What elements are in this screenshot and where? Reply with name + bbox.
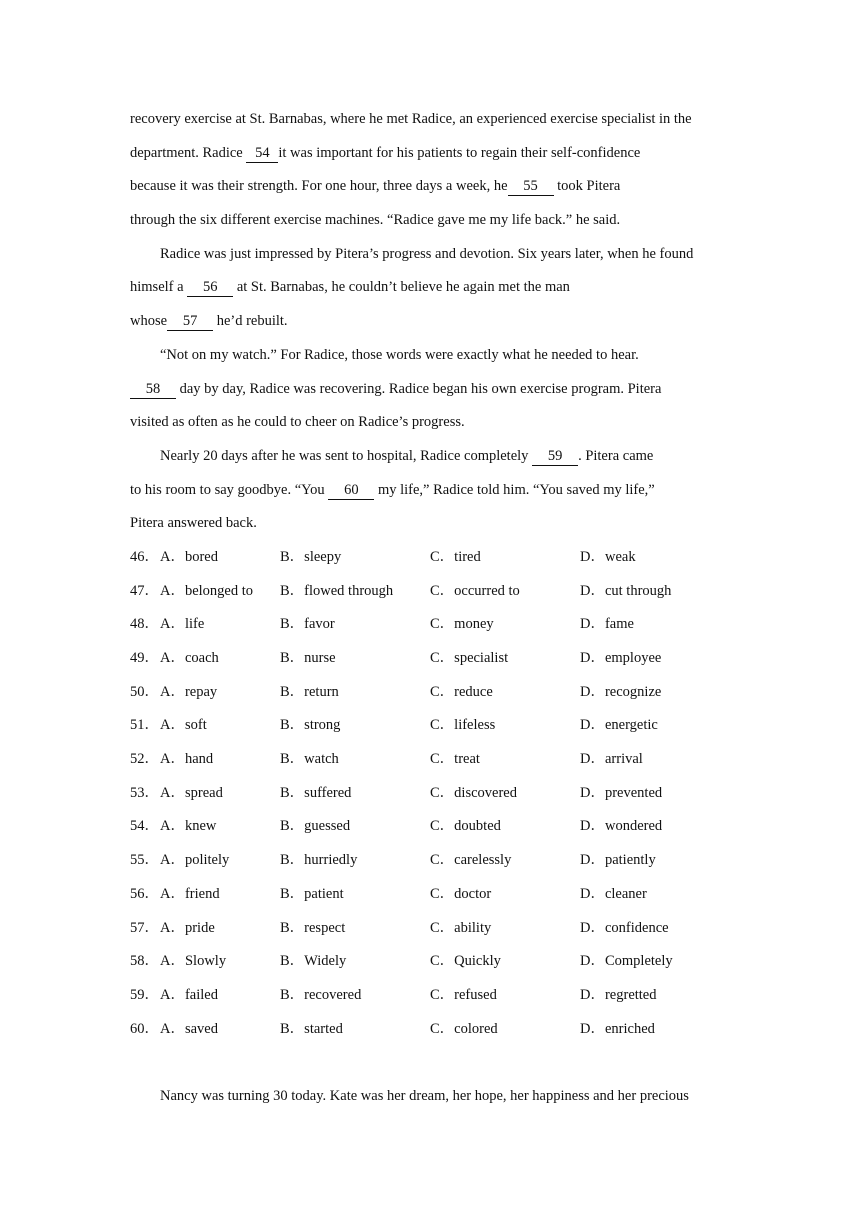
option-d: D．regretted: [580, 986, 657, 1003]
passage-text: to his room to say goodbye. “You: [130, 481, 329, 498]
blank-59: 59: [532, 447, 578, 466]
option-b: B．watch: [280, 751, 339, 768]
option-d: D．Completely: [580, 953, 673, 970]
question-number: 47．: [130, 582, 159, 599]
question-row: [130, 878, 735, 912]
question-row: [130, 709, 735, 743]
passage-line: [130, 305, 735, 339]
passage-text: he’d rebuilt.: [213, 313, 288, 330]
question-number: 54．: [130, 818, 159, 835]
option-c: C．specialist: [430, 650, 509, 666]
question-number: 49．: [130, 650, 159, 666]
passage-line: [130, 373, 735, 407]
option-d: D．weak: [580, 548, 636, 565]
option-b: B．favor: [280, 616, 335, 633]
option-d: D．cleaner: [580, 885, 647, 902]
passage-text: because it was their strength. For one hour, three days a week, he: [130, 178, 508, 195]
passage-text: himself a: [130, 279, 188, 296]
option-d: D．wondered: [580, 818, 663, 835]
question-number: 46．: [130, 548, 159, 565]
option-a: A．failed: [160, 986, 218, 1003]
option-b: B．suffered: [280, 784, 352, 801]
blank-60: 60: [328, 481, 374, 500]
passage-line: “Not on my watch.” For Radice, those words were exactly what he needed to hear.: [160, 346, 639, 363]
question-number: 58．: [130, 953, 159, 970]
option-b: B．recovered: [280, 986, 362, 1003]
blank-54: 54: [246, 144, 278, 163]
option-d: D．energetic: [580, 717, 658, 734]
option-c: C．refused: [430, 986, 497, 1003]
next-passage-line: Nancy was turning 30 today. Kate was her dream, her hope, her happiness and her precious: [160, 1087, 689, 1104]
question-number: 51．: [130, 717, 159, 734]
option-b: B．patient: [280, 885, 344, 902]
question-number: 52．: [130, 751, 159, 768]
passage-text: at St. Barnabas, he couldn’t believe he again met the man: [233, 279, 570, 296]
blank-56: 56: [187, 278, 233, 297]
passage-line: [130, 271, 735, 305]
option-a: A．friend: [160, 885, 220, 902]
option-d: D．arrival: [580, 751, 643, 768]
blank-57: 57: [167, 312, 213, 331]
passage-line: Radice was just impressed by Pitera’s progress and devotion. Six years later, when he found: [160, 245, 694, 262]
option-d: D．employee: [580, 650, 662, 666]
passage-line: through the six different exercise machines. “Radice gave me my life back.” he said.: [130, 212, 621, 229]
passage-text: day by day, Radice was recovering. Radice began his own exercise program. Pitera: [176, 380, 662, 397]
question-row: [130, 1013, 735, 1047]
question-row: [130, 743, 735, 777]
passage-text: took Pitera: [553, 178, 621, 195]
option-c: C．ability: [430, 919, 492, 936]
passage-text: it was important for his patients to regain their self-confidence: [278, 144, 641, 161]
question-number: 57．: [130, 919, 159, 936]
option-c: C．tired: [430, 548, 481, 565]
option-c: C．doctor: [430, 885, 492, 902]
option-a: A．pride: [160, 919, 215, 936]
question-row: [130, 676, 735, 710]
passage-text: whose: [130, 313, 168, 330]
option-d: D．prevented: [580, 784, 663, 801]
option-a: A．hand: [160, 751, 214, 768]
question-number: 53．: [130, 784, 159, 801]
question-number: 60．: [130, 1020, 159, 1037]
option-c: C．Quickly: [430, 953, 501, 970]
option-b: B．strong: [280, 717, 341, 734]
section-gap: [130, 1046, 735, 1080]
option-c: C．doubted: [430, 818, 501, 835]
option-a: A．belonged to: [160, 582, 254, 599]
option-a: A．repay: [160, 683, 218, 700]
question-number: 56．: [130, 885, 159, 902]
option-a: A．politely: [160, 852, 230, 869]
passage-text: . Pitera came: [578, 447, 654, 464]
option-d: D．cut through: [580, 582, 672, 599]
option-b: B．nurse: [280, 650, 336, 666]
question-row: [130, 575, 735, 609]
blank-58: 58: [130, 380, 176, 399]
option-a: A．bored: [160, 548, 218, 565]
passage-text: department. Radice: [130, 144, 247, 161]
option-b: B．flowed through: [280, 582, 394, 599]
option-a: A．soft: [160, 717, 207, 734]
option-d: D．confidence: [580, 919, 669, 936]
passage-line: Pitera answered back.: [130, 515, 257, 532]
option-c: C．treat: [430, 751, 480, 768]
option-a: A．life: [160, 616, 205, 633]
option-c: C．lifeless: [430, 717, 496, 734]
question-row: [130, 642, 735, 676]
option-b: B．return: [280, 683, 339, 700]
passage-text: Nearly 20 days after he was sent to hospital, Radice completely: [160, 447, 533, 464]
question-number: 59．: [130, 986, 159, 1003]
option-a: A．coach: [160, 650, 219, 666]
question-row: [130, 777, 735, 811]
passage-line: [130, 440, 735, 474]
option-a: A．spread: [160, 784, 223, 801]
option-b: B．guessed: [280, 818, 351, 835]
option-a: A．knew: [160, 818, 217, 835]
option-c: C．money: [430, 616, 494, 633]
question-number: 50．: [130, 683, 159, 700]
question-row: [130, 945, 735, 979]
option-b: B．started: [280, 1020, 343, 1037]
question-row: [130, 810, 735, 844]
option-c: C．discovered: [430, 784, 517, 801]
passage-text: my life,” Radice told him. “You saved my life,”: [374, 481, 655, 498]
question-number: 55．: [130, 852, 159, 869]
question-row: [130, 844, 735, 878]
option-a: A．Slowly: [160, 953, 227, 970]
option-c: C．carelessly: [430, 852, 512, 869]
option-b: B．hurriedly: [280, 852, 358, 869]
option-d: D．recognize: [580, 683, 662, 700]
option-d: D．fame: [580, 616, 634, 633]
question-row: [130, 541, 735, 575]
option-a: A．saved: [160, 1020, 218, 1037]
blank-55: 55: [508, 177, 554, 196]
option-b: B．sleepy: [280, 548, 342, 565]
option-d: D．patiently: [580, 852, 656, 869]
passage-line: [130, 137, 735, 171]
option-b: B．respect: [280, 919, 346, 936]
passage-line: [130, 474, 735, 508]
passage-line: recovery exercise at St. Barnabas, where he met Radice, an experienced exercise specialist in the: [130, 111, 692, 127]
question-row: [130, 912, 735, 946]
option-c: C．reduce: [430, 683, 493, 700]
question-row: [130, 608, 735, 642]
option-c: C．colored: [430, 1020, 498, 1037]
question-number: 48．: [130, 616, 159, 633]
passage-line: [130, 170, 735, 204]
option-b: B．Widely: [280, 953, 347, 970]
question-row: [130, 979, 735, 1013]
document-page: [130, 103, 735, 1114]
option-c: C．occurred to: [430, 582, 520, 599]
passage-line: visited as often as he could to cheer on Radice’s progress.: [130, 414, 465, 431]
option-d: D．enriched: [580, 1020, 655, 1037]
